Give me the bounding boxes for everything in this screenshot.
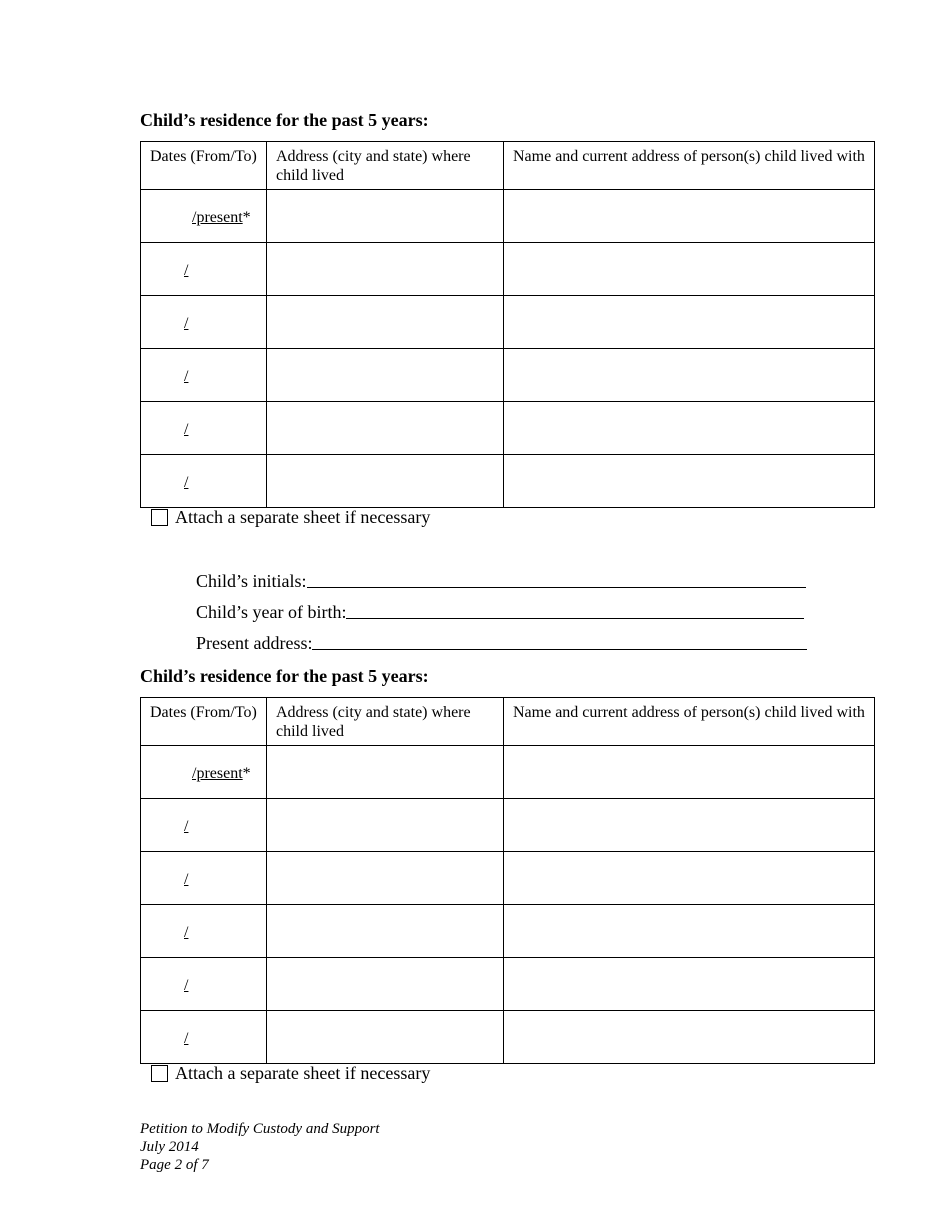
address-field[interactable]: [267, 746, 504, 799]
person-field[interactable]: [504, 905, 875, 958]
footer-page-number: Page 2 of 7: [140, 1157, 209, 1173]
address-field[interactable]: [267, 1011, 504, 1064]
table-row: [141, 905, 875, 958]
person-field[interactable]: [504, 746, 875, 799]
person-field[interactable]: [504, 1011, 875, 1064]
date-field[interactable]: /: [141, 243, 267, 296]
child-birth-input[interactable]: [346, 617, 804, 619]
date-field[interactable]: /present*: [141, 190, 267, 243]
date-field[interactable]: /: [141, 455, 267, 508]
address-field[interactable]: [267, 243, 504, 296]
section-title: Child’s residence for the past 5 years:: [140, 666, 429, 686]
attach-sheet-option[interactable]: [151, 1063, 430, 1084]
table-row: [141, 349, 875, 402]
table-row: [141, 852, 875, 905]
date-field[interactable]: /: [141, 905, 267, 958]
table-header-row: [141, 142, 875, 190]
person-field[interactable]: [504, 243, 875, 296]
table-row: [141, 243, 875, 296]
table-row: [141, 402, 875, 455]
footer-form-title: Petition to Modify Custody and Support: [140, 1121, 380, 1137]
person-field[interactable]: [504, 402, 875, 455]
address-field[interactable]: [267, 958, 504, 1011]
date-field[interactable]: /: [141, 958, 267, 1011]
address-field[interactable]: [267, 905, 504, 958]
table-row: [141, 190, 875, 243]
child-birth-label: Child’s year of birth:: [196, 602, 347, 622]
date-field[interactable]: /: [141, 296, 267, 349]
header-person: Name and current address of person(s) child lived with: [504, 142, 875, 190]
date-field[interactable]: /present*: [141, 746, 267, 799]
present-address-row: [196, 633, 807, 654]
table-row: [141, 746, 875, 799]
attach-sheet-option[interactable]: [151, 507, 430, 528]
page-footer: [140, 1120, 380, 1174]
header-dates: Dates (From/To): [141, 142, 267, 190]
person-field[interactable]: [504, 958, 875, 1011]
address-field[interactable]: [267, 455, 504, 508]
person-field[interactable]: [504, 190, 875, 243]
address-field[interactable]: [267, 402, 504, 455]
attach-sheet-checkbox[interactable]: [151, 1065, 168, 1082]
date-field[interactable]: /: [141, 799, 267, 852]
person-field[interactable]: [504, 852, 875, 905]
table-header-row: [141, 698, 875, 746]
person-field[interactable]: [504, 799, 875, 852]
address-field[interactable]: [267, 852, 504, 905]
table-row: [141, 958, 875, 1011]
address-field[interactable]: [267, 190, 504, 243]
header-address: Address (city and state) where child lived: [267, 142, 504, 190]
table-row: [141, 1011, 875, 1064]
address-field[interactable]: [267, 349, 504, 402]
date-field[interactable]: /: [141, 1011, 267, 1064]
child-initials-input[interactable]: [307, 586, 806, 588]
header-person: Name and current address of person(s) child lived with: [504, 698, 875, 746]
present-address-label: Present address:: [196, 633, 313, 653]
table-row: [141, 296, 875, 349]
residence-table: [140, 141, 875, 508]
person-field[interactable]: [504, 349, 875, 402]
attach-sheet-label: Attach a separate sheet if necessary: [175, 1063, 431, 1083]
child-initials-row: [196, 571, 806, 592]
date-field[interactable]: /: [141, 349, 267, 402]
address-field[interactable]: [267, 799, 504, 852]
table-row: [141, 799, 875, 852]
footer-date: July 2014: [140, 1139, 199, 1155]
header-address: Address (city and state) where child lived: [267, 698, 504, 746]
address-field[interactable]: [267, 296, 504, 349]
present-address-input[interactable]: [312, 648, 807, 650]
header-dates: Dates (From/To): [141, 698, 267, 746]
attach-sheet-label: Attach a separate sheet if necessary: [175, 507, 431, 527]
date-field[interactable]: /: [141, 402, 267, 455]
section-title: Child’s residence for the past 5 years:: [140, 110, 429, 130]
residence-table: [140, 697, 875, 1064]
person-field[interactable]: [504, 455, 875, 508]
child-initials-label: Child’s initials:: [196, 571, 307, 591]
date-field[interactable]: /: [141, 852, 267, 905]
attach-sheet-checkbox[interactable]: [151, 509, 168, 526]
person-field[interactable]: [504, 296, 875, 349]
child-birth-row: [196, 602, 804, 623]
table-row: [141, 455, 875, 508]
